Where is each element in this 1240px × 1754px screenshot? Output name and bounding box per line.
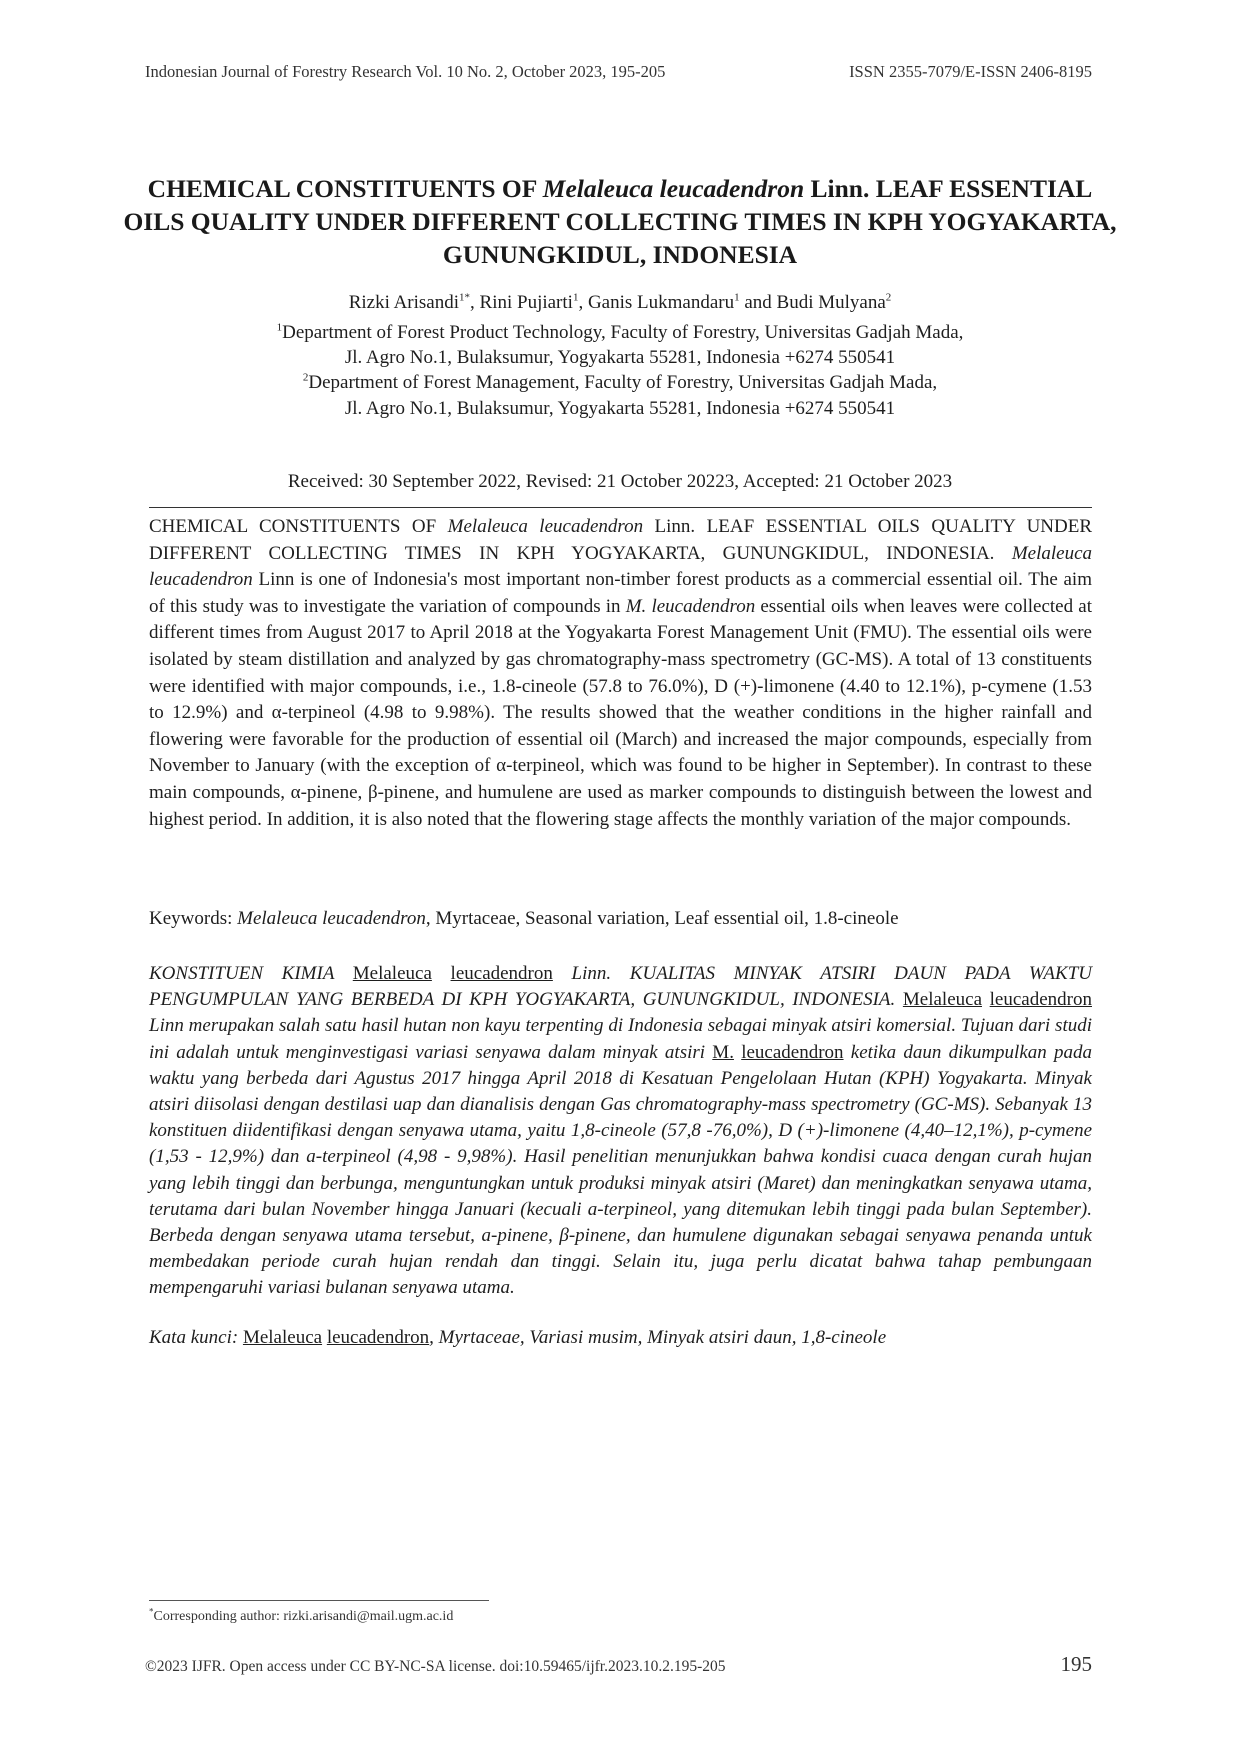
abstract-divider: [149, 507, 1092, 508]
license-doi: ©2023 IJFR. Open access under CC BY-NC-SA license. doi:10.59465/ijfr.2023.10.2.195-205: [145, 1658, 726, 1675]
running-header-journal: Indonesian Journal of Forestry Research Vol. 10 No. 2, October 2023, 195-205: [145, 62, 666, 81]
keywords-english: Keywords: Melaleuca leucadendron, Myrtaceae, Seasonal variation, Leaf essential oil, 1.8-cineole: [149, 908, 899, 929]
title-part1: CHEMICAL CONSTITUENTS OF: [147, 174, 543, 203]
title-part2: Linn. LEAF ESSENTIAL OILS QUALITY UNDER DIFFERENT COLLECTING TIMES IN KPH YOGYAKARTA, GUNUNGKIDUL, INDONESIA: [123, 174, 1117, 269]
affiliation-2-line2: Jl. Agro No.1, Bulaksumur, Yogyakarta 55281, Indonesia +6274 550541: [344, 398, 896, 419]
affiliation-1-line2: Jl. Agro No.1, Bulaksumur, Yogyakarta 55281, Indonesia +6274 550541: [344, 347, 896, 368]
keywords-indonesian: Kata kunci: Melaleuca leucadendron, Myrtaceae, Variasi musim, Minyak atsiri daun, 1,8-cineole: [149, 1327, 887, 1348]
paper-title: [120, 172, 1120, 271]
author-3: Ganis Lukmandaru$^1$ and: [587, 291, 777, 313]
author-1: Rizki Arisandi$^{1*}$,: [348, 291, 480, 313]
affiliation-2-line1: $^2$Department of Forest Management, Faculty of Forestry, Universitas Gadjah Mada,: [302, 371, 938, 393]
title-species: Melaleuca leucadendron: [542, 174, 805, 203]
abstract-english: CHEMICAL CONSTITUENTS OF Melaleuca leucadendron Linn. LEAF ESSENTIAL OILS QUALITY UNDER DIFFERENT COLLECTING TIMES IN KPH YOGYAKARTA, GUNUNGKIDUL, INDONESIA. Melaleuca leucadendron Linn is one of Indonesia's most important non-timber forest products as a commercial essential oil. The aim of this study was to investigate the variation of compounds in M. leucadendron essential oils when leaves were collected at different times from August 2017 to April 2018 at the Yogyakarta Forest Management Unit (FMU). The essential oils were isolated by steam distillation and analyzed by gas chromatography-mass spectrometry (GC-MS). A total of 13 constituents were identified with major compounds, i.e., 1.8-cineole (57.8 to 76.0%), D (+)-limonene (4.40 to 12.1%), p-cymene (1.53 to 12.9%) and α-terpineol (4.98 to 9.98%). The results showed that the weather conditions in the higher rainfall and flowering were favorable for the production of essential oil (March) and increased the major compounds, especially from November to January (with the exception of α-terpineol, which was found to be higher in September). In contrast to these main compounds, α-pinene, β-pinene, and humulene are used as marker compounds to distinguish between the lowest and highest period. In addition, it is also noted that the flowering stage affects the monthly variation of the major compounds.: [149, 516, 1093, 830]
submission-dates: Received: 30 September 2022, Revised: 21 October 20223, Accepted: 21 October 2023: [287, 471, 953, 492]
running-header-issn: ISSN 2355-7079/E-ISSN 2406-8195: [849, 62, 1092, 81]
corresponding-author-footnote: *Corresponding author: rizki.arisandi@mail.ugm.ac.id: [149, 1606, 454, 1624]
author-list: [0, 292, 1240, 314]
author-2: Rini Pujiarti$^1$,: [479, 291, 588, 313]
author-4: Budi Mulyana$^2$: [776, 291, 892, 313]
footnote-divider: [149, 1600, 489, 1601]
abstract-indonesian: KONSTITUEN KIMIA Melaleuca leucadendron Linn. KUALITAS MINYAK ATSIRI DAUN PADA WAKTU PENGUMPULAN YANG BERBEDA DI KPH YOGYAKARTA, GUNUNGKIDUL, INDONESIA. Melaleuca leucadendron Linn merupakan salah satu hasil hutan non kayu terpenting di Indonesia sebagai minyak atsiri komersial. Tujuan dari studi ini adalah untuk menginvestigasi variasi senyawa dalam minyak atsiri M. leucadendron ketika daun dikumpulkan pada waktu yang berbeda dari Agustus 2017 hingga April 2018 di Kesatuan Pengelolaan Hutan (KPH) Yogyakarta. Minyak atsiri diisolasi dengan destilasi uap dan dianalisis dengan Gas chromatography-mass spectrometry (GC-MS). Sebanyak 13 konstituen diidentifikasi dengan senyawa utama, yaitu 1,8-cineole (57,8 -76,0%), D (+)-limonene (4,40–12,1%), p-cymene (1,53 - 12,9%) dan a-terpineol (4,98 - 9,98%). Hasil penelitian menunjukkan bahwa kondisi cuaca dengan curah hujan yang lebih tinggi dan berbunga, menguntungkan untuk produksi minyak atsiri (Maret) dan meningkatkan senyawa utama, terutama dari bulan November hingga Januari (kecuali a-terpineol, yang ditemukan lebih tinggi pada bulan September). Berbeda dengan senyawa utama tersebut, a-pinene, β-pinene, dan humulene digunakan sebagai senyawa penanda untuk membedakan periode curah hujan rendah dan tinggi. Selain itu, juga perlu dicatat bahwa tahap pembungaan mempengaruhi variasi bulanan senyawa utama.: [149, 963, 1092, 1299]
affiliation-1-line1: $^1$Department of Forest Product Technology, Faculty of Forestry, Universitas Gadjah Mada,: [276, 321, 964, 343]
page-number: 195: [1060, 1652, 1092, 1676]
